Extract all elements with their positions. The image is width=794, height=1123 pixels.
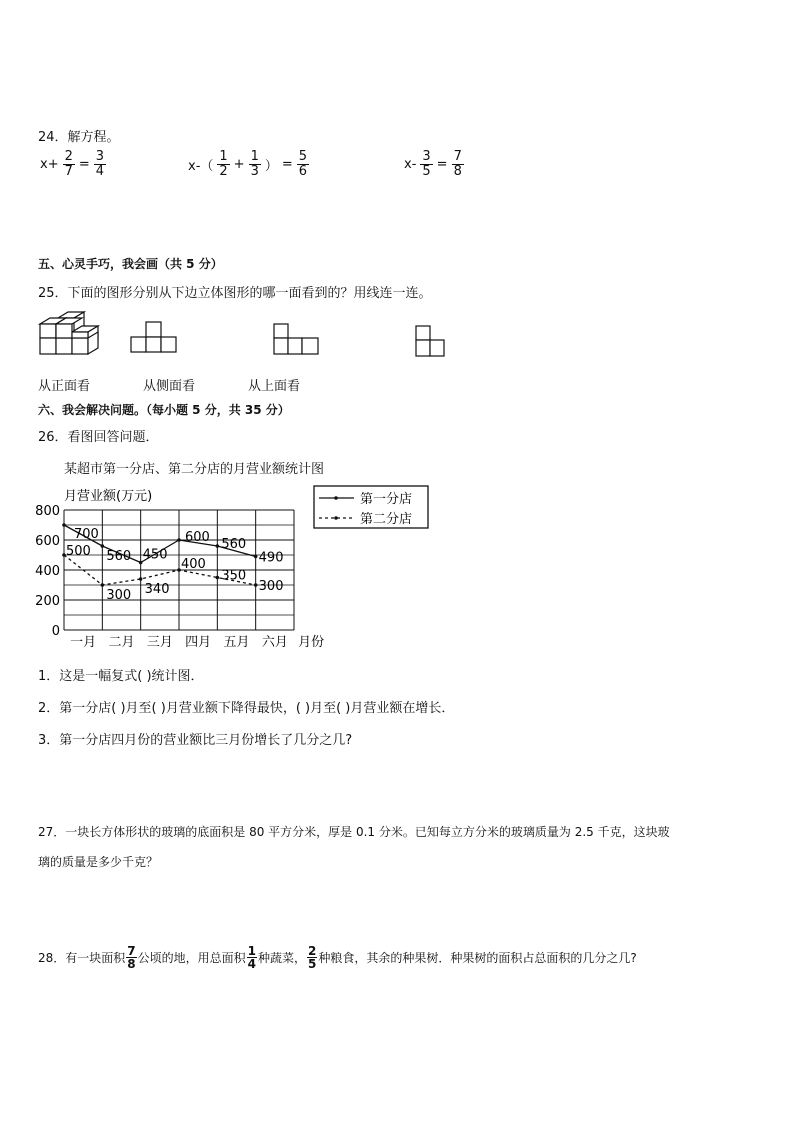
line-chart bbox=[30, 484, 450, 654]
x-axis-label: 月份 bbox=[298, 635, 325, 650]
x-tick-label: 三月 bbox=[146, 635, 173, 650]
equation-2 bbox=[186, 150, 311, 178]
eq2-equals: = bbox=[281, 156, 293, 172]
x-tick-label: 六月 bbox=[261, 635, 288, 650]
cube-figures bbox=[36, 310, 456, 366]
data-label: 300 bbox=[106, 588, 132, 603]
eq3-equals: = bbox=[436, 156, 448, 172]
eq1-fraction-b: $\frac{3}{4}$ bbox=[95, 149, 105, 179]
data-label: 350 bbox=[221, 568, 247, 584]
eq2-fraction-a: $\frac{1}{2}$ bbox=[219, 149, 228, 179]
q25-title: 25．下面的图形分别从下边立体图形的哪一面看到的？用线连一连。 bbox=[38, 286, 432, 301]
q28-part4: 种粮食，其余的种果树．种果树的面积占总面积的几分之几? bbox=[318, 951, 637, 965]
data-point bbox=[254, 555, 258, 559]
q26-title: 26．看图回答问题． bbox=[38, 430, 159, 445]
q28-part1: 28．有一块面积 bbox=[38, 951, 126, 965]
q28-fraction-vegetables: $\frac{1}{4}$ bbox=[247, 944, 257, 971]
data-point bbox=[254, 583, 258, 587]
legend-label: 第二分店 bbox=[360, 512, 413, 527]
q26-sub3: 3．第一分店四月份的营业额比三月份增长了几分之几? bbox=[38, 733, 353, 748]
data-point bbox=[101, 583, 105, 587]
eq1-lead: x+ bbox=[40, 156, 59, 172]
q27-line2: 璃的质量是多少千克？ bbox=[38, 855, 159, 869]
legend-marker bbox=[334, 516, 338, 520]
chart-title: 某超市第一分店、第二分店的月营业额统计图 bbox=[64, 462, 325, 477]
eq3-lead: x- bbox=[404, 156, 417, 172]
x-tick-label: 一月 bbox=[70, 635, 97, 650]
eq2-lead: x-（ bbox=[188, 158, 214, 174]
equation-3 bbox=[402, 150, 466, 178]
eq2-fraction-c: $\frac{5}{6}$ bbox=[298, 149, 308, 179]
q28-fraction-grain: $\frac{2}{5}$ bbox=[308, 944, 317, 971]
data-label: 560 bbox=[221, 537, 247, 552]
y-tick-label: 600 bbox=[35, 534, 60, 549]
solid-3d-figure bbox=[40, 312, 98, 354]
view-figure-2 bbox=[274, 324, 318, 354]
data-point bbox=[139, 577, 143, 581]
y-axis-label: 月营业额(万元) bbox=[64, 489, 153, 504]
view-label-top: 从上面看 bbox=[248, 379, 301, 394]
eq1-fraction-a: $\frac{2}{7}$ bbox=[64, 149, 73, 179]
section-6-heading: 六、我会解决问题。（每小题 5 分，共 35 分） bbox=[38, 403, 290, 417]
x-tick-label: 五月 bbox=[223, 635, 250, 650]
data-label: 560 bbox=[106, 549, 132, 564]
q28-fraction-area: $\frac{7}{8}$ bbox=[127, 944, 136, 971]
x-tick-label: 二月 bbox=[108, 635, 135, 650]
eq3-fraction-a: $\frac{3}{5}$ bbox=[422, 149, 431, 179]
eq3-fraction-b: $\frac{7}{8}$ bbox=[453, 149, 462, 179]
equation-1 bbox=[38, 150, 108, 178]
data-point bbox=[177, 538, 181, 542]
y-tick-label: 0 bbox=[51, 624, 60, 639]
q24-title: 24．解方程。 bbox=[38, 130, 120, 145]
legend-label: 第一分店 bbox=[360, 492, 413, 507]
data-point bbox=[216, 544, 220, 548]
data-point bbox=[216, 576, 220, 580]
eq2-plus: + bbox=[233, 156, 245, 172]
data-label: 600 bbox=[185, 530, 210, 545]
q28-line bbox=[38, 945, 637, 970]
view-figure-3 bbox=[416, 326, 444, 356]
y-tick-label: 800 bbox=[35, 504, 60, 519]
q26-sub1: 1．这是一幅复式( )统计图． bbox=[38, 669, 204, 684]
data-label: 300 bbox=[258, 579, 284, 594]
data-label: 500 bbox=[66, 544, 91, 559]
eq1-equals: = bbox=[78, 156, 90, 172]
data-label: 490 bbox=[258, 550, 284, 566]
legend-marker bbox=[334, 496, 338, 500]
y-tick-label: 200 bbox=[35, 594, 60, 609]
data-label: 450 bbox=[142, 547, 168, 563]
q26-sub2: 2．第一分店( )月至( )月营业额下降得最快，( )月至( )月营业额在增长． bbox=[38, 701, 455, 716]
view-label-side: 从侧面看 bbox=[143, 379, 196, 394]
data-point bbox=[62, 523, 66, 527]
eq2-fraction-b: $\frac{1}{3}$ bbox=[250, 149, 259, 179]
q27-line1: 27．一块长方体形状的玻璃的底面积是 80 平方分米，厚是 0.1 分米。已知每立方分米的玻璃质量为 2.5 千克，这块玻 bbox=[38, 825, 670, 839]
y-tick-label: 400 bbox=[35, 564, 60, 579]
view-figure-1 bbox=[131, 322, 176, 352]
data-label: 400 bbox=[181, 557, 206, 572]
q28-part2: 公顷的地，用总面积 bbox=[137, 951, 246, 965]
data-label: 340 bbox=[144, 582, 170, 597]
view-label-front: 从正面看 bbox=[38, 379, 91, 394]
x-tick-label: 四月 bbox=[185, 635, 212, 650]
q28-part3: 种蔬菜， bbox=[258, 951, 307, 965]
data-label: 700 bbox=[74, 527, 99, 542]
data-point bbox=[101, 544, 105, 548]
section-5-heading: 五、心灵手巧，我会画（共 5 分） bbox=[38, 257, 223, 271]
eq2-close: ） bbox=[264, 158, 278, 174]
